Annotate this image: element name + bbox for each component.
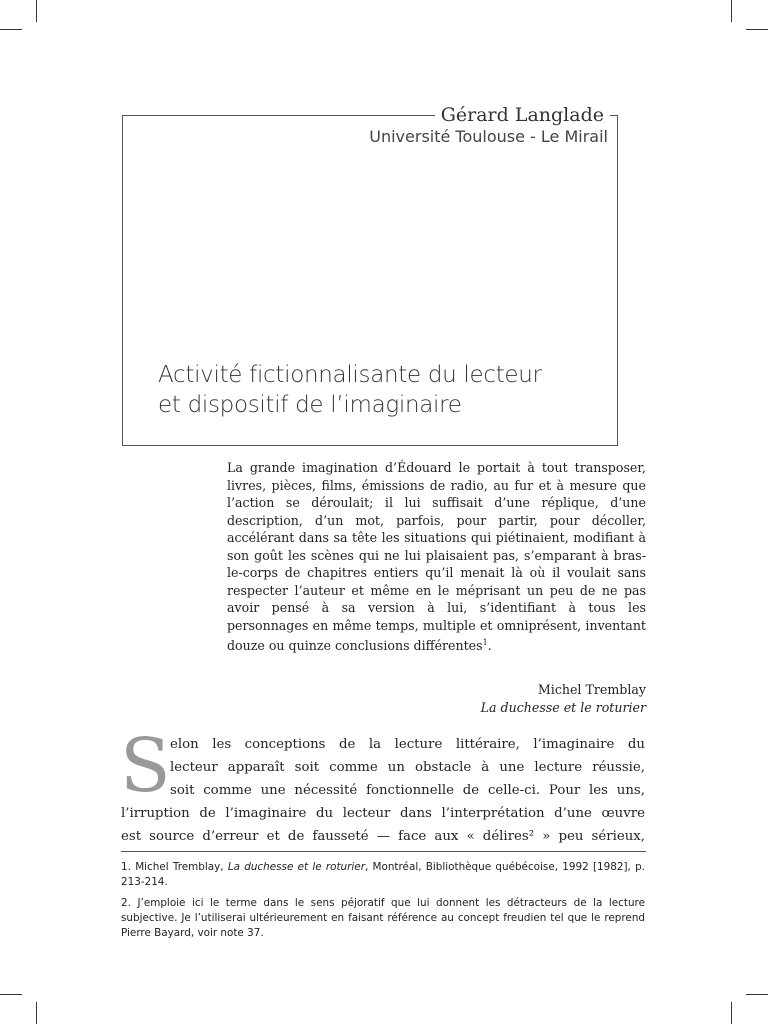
- footnote-number: 1.: [121, 861, 131, 873]
- body-line: l’irruption de l’imaginaire du lecteur dans l’interprétation d’une œuvre: [121, 806, 645, 821]
- footnote-1: [121, 860, 645, 890]
- epigraph-end: .: [487, 638, 492, 654]
- article-title: [158, 360, 598, 420]
- footnote-text: J’emploie ici le terme dans le sens péjoratif que lui donnent les détracteurs de la lecture subjective. Je l’utiliserai ultérieurement en faisant référence au concept freudien tel que le reprend Pierre Bayard, voir note 37.: [121, 897, 645, 939]
- title-line-2: et dispositif de l’imaginaire: [158, 392, 462, 418]
- body-line: soit comme une nécessité fonctionnelle de celle-ci. Pour les uns,: [170, 783, 645, 798]
- footnote-italic: La duchesse et le roturier: [227, 861, 365, 873]
- footnote-rule: [121, 851, 646, 852]
- crop-mark: [0, 29, 22, 30]
- crop-mark: [36, 1002, 37, 1024]
- drop-cap: S: [120, 723, 171, 809]
- epigraph: [227, 459, 646, 655]
- title-line-1: Activité fictionnalisante du lecteur: [158, 362, 542, 388]
- body-line: est source d’erreur et de fausseté — face aux « délires² » peu sérieux,: [121, 829, 645, 844]
- crop-mark: [0, 994, 22, 995]
- footnote-number: 2.: [121, 897, 131, 909]
- epigraph-author: Michel Tremblay: [537, 682, 646, 697]
- crop-mark: [731, 1002, 732, 1024]
- crop-mark: [731, 0, 732, 22]
- footnote-text: , Montréal, Bibliothèque québécoise, 1992 [1982], p. 213-214.: [121, 861, 645, 888]
- author-affiliation: Université Toulouse - Le Mirail: [369, 127, 608, 146]
- body-line: elon les conceptions de la lecture littéraire, l’imaginaire du: [170, 737, 645, 752]
- crop-mark: [746, 29, 768, 30]
- epigraph-text: La grande imagination d’Édouard le portait à tout transposer, livres, pièces, films, émissions de radio, au fur et à mesure que l’action se déroulait; il lui suffisait d’une réplique, d’une description, d’un mot, parfois, pour partir, pour décoller, accélérant dans sa tête les situations qui piétinaient, modifiant à son goût les scènes qui ne lui plaisaient pas, s’emparant à bras-le-corps de chapitres entiers qu’il menait là où il voulait sans respecter l’auteur et même en le méprisant un peu de ne pas avoir pensé à sa version à lui, s’identifiant à tous les personnages en même temps, multiple et omniprésent, inventant douze ou quinze conclusions différentes: [227, 460, 646, 654]
- footnotes: [121, 860, 645, 947]
- crop-mark: [36, 0, 37, 22]
- body-line: lecteur apparaît soit comme un obstacle à une lecture réussie,: [170, 760, 645, 775]
- footnote-text: Michel Tremblay,: [135, 861, 224, 873]
- footnote-ref[interactable]: 1: [482, 638, 488, 647]
- epigraph-work: La duchesse et le roturier: [480, 700, 646, 715]
- footnote-2: [121, 896, 645, 941]
- crop-mark: [746, 994, 768, 995]
- author-name: Gérard Langlade: [435, 102, 610, 128]
